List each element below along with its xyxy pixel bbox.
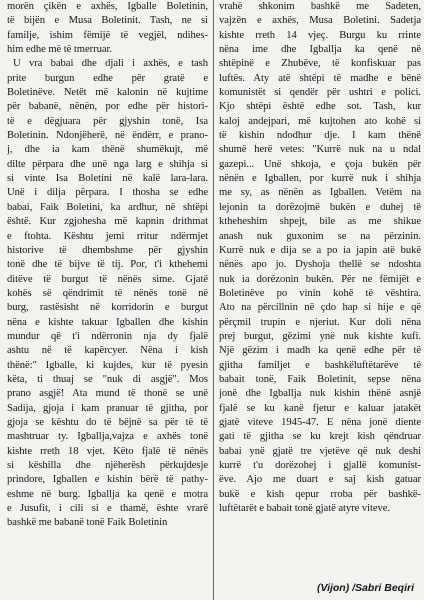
text-line: të e dëgjuara për gjyshin tonë, Isa [7,115,208,127]
text-line: anash nuk guxonim se na përzinin. [219,230,421,242]
text-line: Ato na përcillnin në çdo hap si hije e që [219,302,421,314]
text-line: babai, Faik Boletini, ka ardhur, në shtëpi [7,201,208,213]
text-line: përçmil trupin e njeriut. Kur doli nëna [219,316,421,328]
text-line: kaloj andejpari, më kujtohen ato kohë si [219,115,421,127]
text-line: eshme në burg. Igballja ka qenë e motra [7,488,208,500]
text-line: babai ynë gjatë tre vjetëve që nuk deshi [219,445,421,457]
text-line: bashkë me babanë tonë Faik Boletinin [7,517,168,529]
text-line: gjatë viteve 1945-47. E nëna jonë diente [219,416,421,428]
text-line: me sy, as nënën as Igballen. Vetëm na [219,187,421,199]
text-line: si këshilla dhe njëherësh përkujdesje [7,460,208,471]
text-line: historive të dhembshme për gjyshin [7,244,208,256]
text-line: j, dhe ia kam thënë shumëkujt, më [7,144,208,156]
text-line: prite burgun edhe për gratë e [7,72,208,84]
text-line: kishte rreth 14 vjeç. Burgu ku rrinte [219,29,421,41]
text-line: luftës. Aty atë shtëpi të madhe e bënë [219,72,421,84]
text-line: vrahë shkonim bashkë me Sadeten, [219,1,421,12]
text-line: ktheheshim shpejt, bile as me shikue [219,216,421,228]
text-line: nënën e Igballen, por kurrë nuk i shihja [219,173,421,185]
text-line: luftëtarët e babait tonë gjatë atyre viteve. [219,503,391,515]
text-line: nëna ime dhe Igballja ka qenë në [219,44,421,56]
text-line: lejonin ta dorëzojmë bukën e duhej të [219,201,421,213]
text-line: gjitha familjet e bashkëluftëtarëve të [219,359,421,371]
column-divider [213,0,214,600]
text-line: thënë:" Igballe, ki kujdes, kur të pyesin [7,359,208,371]
text-line: shtëpinë e Zhubëve, të konfiskuar pas [219,58,421,70]
text-line: nënës apo jo. Dyshoja thellë se ndoshta [219,259,421,271]
text-line: kurrë t'u dorëzohej i gjallë komunist- [219,460,421,471]
byline: (Vijon) /Sabri Beqiri [316,582,414,594]
text-line: të kishin ndodhur dje. I kam thënë [219,130,421,142]
text-line: ashtu në të kapërcyer. Nëna i kish [7,345,208,357]
text-line: mashtruar ty. Igballja,vajza e axhës tonë [7,431,208,443]
text-line: babait tonë, Faik Boletinit, sepse nëna [219,373,421,385]
text-line: morën çikën e axhës, Igballe Boletinin, [7,1,208,12]
text-line: është. Kur zgjohesha më kapnin drithmat [7,216,208,228]
article-columns [7,0,421,600]
text-line: Boletinin. Ndonjëherë, në ëndërr, e prano- [7,130,208,142]
text-line: U vra babai dhe djali i axhës, e tash [13,58,208,70]
text-line: këta, ti thuaj se "nuk di asgjë". Mos [7,373,208,385]
text-line: prindore, Igballen e kishin bërë të pathy- [7,474,208,486]
text-line: për babanë, nënën, por edhe për histori- [7,101,208,113]
text-line: him edhe më të tmerruar. [7,44,112,56]
text-line: Unë i dilja përpara. I thosha se edhe [7,187,208,199]
text-line: Kurrë nuk e dija se a po ia japin atë bukë [219,244,421,256]
text-line: prano asgjë! Ata mund të thonë se unë [7,388,208,400]
text-line: vajzën e axhës, Musa Boletini. Sadetja [219,15,421,27]
text-line: bukë e kish qepur rroba për bashkë- [219,488,421,500]
text-line: Sadija, gjoja i kam pranuar të gjitha, por [7,402,208,414]
text-line: prej burgut, gëzimi ynë nuk kishte kufi. [219,330,421,342]
text-line: ëve. Ajo me duart e saj kish gatuar [219,474,421,486]
text-line: dilte përpara dhe unë nga larg e shihja si [7,158,208,170]
right-column [217,0,421,600]
text-line: shumë herë vetes: "Kurrë nuk na u ndal [219,144,421,156]
text-line: gazepi... Unë shkoja, e çoja bukën për [219,158,421,170]
text-line: Një gëzim i madh ka qenë edhe për të [219,345,421,357]
text-line: fjalë se ku kanë fjetur e kaluar jatakët [219,402,421,414]
text-line: të bijën e Musa Boletinit. Tash, ne si [7,15,208,27]
text-line: e ftohta. Kështu jemi rritur ndërmjet [7,230,208,242]
text-line: Kjo shtëpi është edhe sot. Tash, kur [219,101,421,113]
text-line: ditëve të burgut të nënës sime. Gjatë [7,273,208,285]
text-line: familje, ishim fëmijë të vegjël, ndihes- [7,29,208,41]
text-line: e Jusufit, i cili si e thamë, ështe vrarë [7,503,208,515]
text-line: burg, rastësisht në korridorin e burgut [7,302,208,314]
text-line: si vinte Isa Boletini në kalë lara-lara. [7,173,208,185]
text-line: Boletinëve po vinin kohë të vështira. [219,287,421,299]
text-line: kohës së qëndrimit të nënës tonë në [7,287,208,299]
text-line: tonë dhe të bijve të tij. Por, t'i kthehemi [7,259,208,271]
text-line: nëna e kishte takuar Igballen dhe kishin [7,316,208,328]
text-line: Boletinëve. Netët më kalonin në kujtime [7,87,208,99]
text-line: jonë dhe Igballja nuk kishin thënë asnjë [219,388,421,400]
text-line: kishte rreth 18 vjet. Këto fjalë të nënës [7,445,208,457]
text-line: nuk ia dorëzonin bukën. Për ne fëmijët e [219,273,421,285]
left-column [7,0,211,600]
text-line: mundur që t'i ndërronin nja dy fjalë [7,330,208,342]
text-line: komunistët si qendër për ushtri e polici. [219,87,421,99]
text-line: gati të gjitha se ku krejt kish qëndruar [219,431,421,443]
text-line: gjoja se kështu do të bëjnë sa për të të [7,416,208,428]
